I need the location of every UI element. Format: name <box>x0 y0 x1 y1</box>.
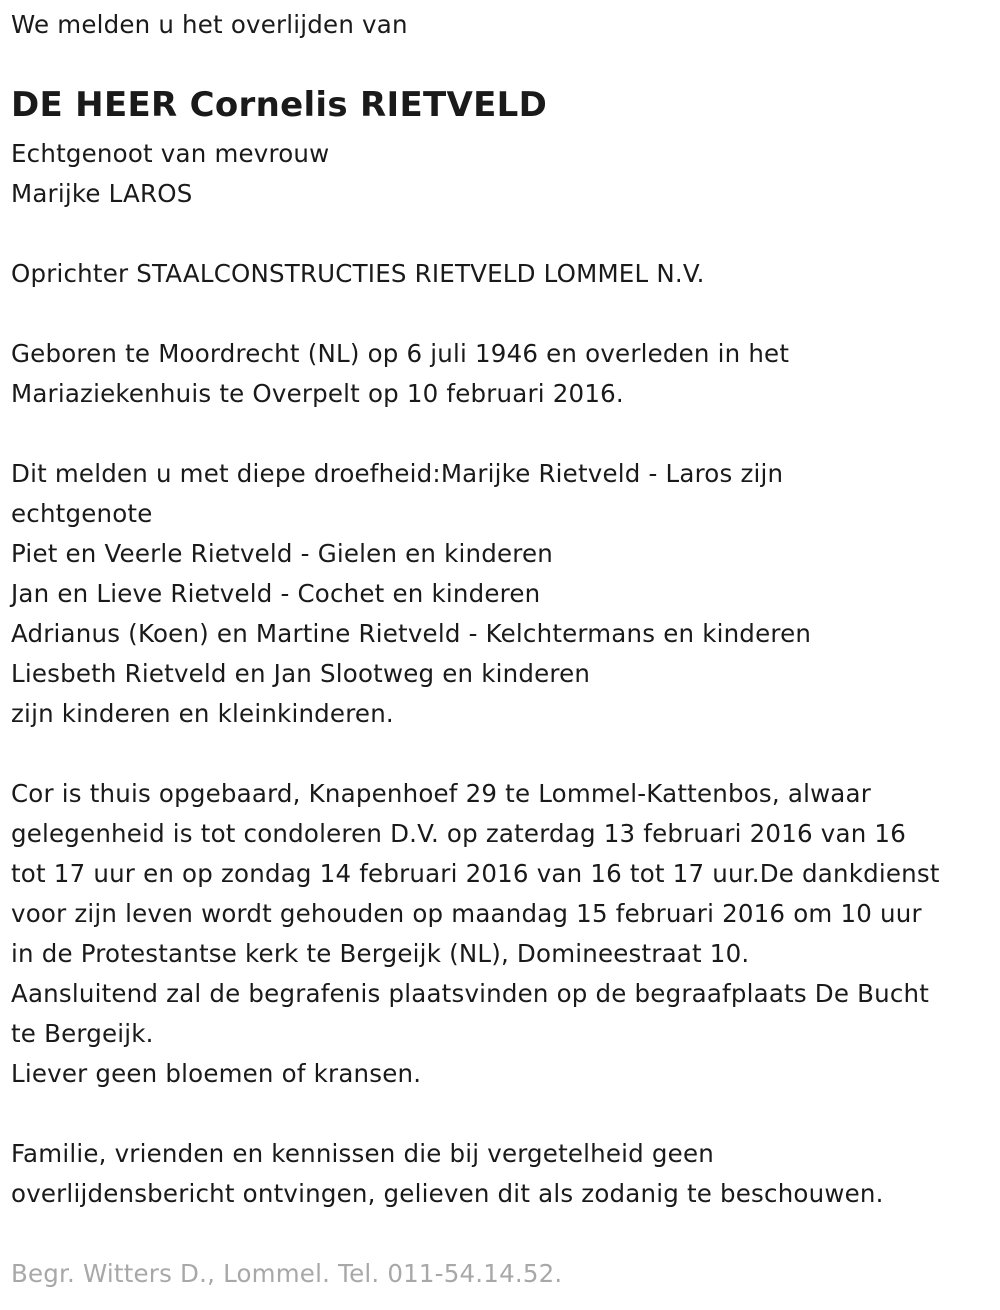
birth-death-line: Mariaziekenhuis te Overpelt op 10 februari 2016. <box>11 379 624 408</box>
funeral-director-footer: Begr. Witters D., Lommel. Tel. 011-54.14.52. <box>11 1259 563 1288</box>
mourners-line: Piet en Veerle Rietveld - Gielen en kinderen <box>11 539 554 568</box>
mourners-line: zijn kinderen en kleinkinderen. <box>11 699 394 728</box>
spouse-line: Marijke LAROS <box>11 179 193 208</box>
ceremony-line: Aansluitend zal de begrafenis plaatsvinden op de begraafplaats De Bucht <box>11 979 930 1008</box>
birth-death-line: Geboren te Moordrecht (NL) op 6 juli 1946 en overleden in het <box>11 339 790 368</box>
ceremony-line: voor zijn leven wordt gehouden op maandag 15 februari 2016 om 10 uur <box>11 899 922 928</box>
closing-line: Familie, vrienden en kennissen die bij vergetelheid geen <box>11 1139 714 1168</box>
deceased-name: DE HEER Cornelis RIETVELD <box>11 85 548 125</box>
founder-line: Oprichter STAALCONSTRUCTIES RIETVELD LOMMEL N.V. <box>11 259 705 288</box>
ceremony-line: te Bergeijk. <box>11 1019 154 1048</box>
mourners-line: Liesbeth Rietveld en Jan Slootweg en kinderen <box>11 659 591 688</box>
mourners-line: Dit melden u met diepe droefheid:Marijke Rietveld - Laros zijn <box>11 459 784 488</box>
closing-line: overlijdensbericht ontvingen, gelieven dit als zodanig te beschouwen. <box>11 1179 884 1208</box>
ceremony-line: tot 17 uur en op zondag 14 februari 2016 van 16 tot 17 uur.De dankdienst <box>11 859 940 888</box>
mourners-line: echtgenote <box>11 499 153 528</box>
mourners-line: Jan en Lieve Rietveld - Cochet en kinderen <box>11 579 541 608</box>
ceremony-line: in de Protestantse kerk te Bergeijk (NL), Domineestraat 10. <box>11 939 750 968</box>
ceremony-line: Cor is thuis opgebaard, Knapenhoef 29 te Lommel-Kattenbos, alwaar <box>11 779 872 808</box>
ceremony-line: Liever geen bloemen of kransen. <box>11 1059 422 1088</box>
ceremony-line: gelegenheid is tot condoleren D.V. op zaterdag 13 februari 2016 van 16 <box>11 819 906 848</box>
mourners-line: Adrianus (Koen) en Martine Rietveld - Kelchtermans en kinderen <box>11 619 812 648</box>
intro-text: We melden u het overlijden van <box>11 10 408 39</box>
spouse-line: Echtgenoot van mevrouw <box>11 139 330 168</box>
